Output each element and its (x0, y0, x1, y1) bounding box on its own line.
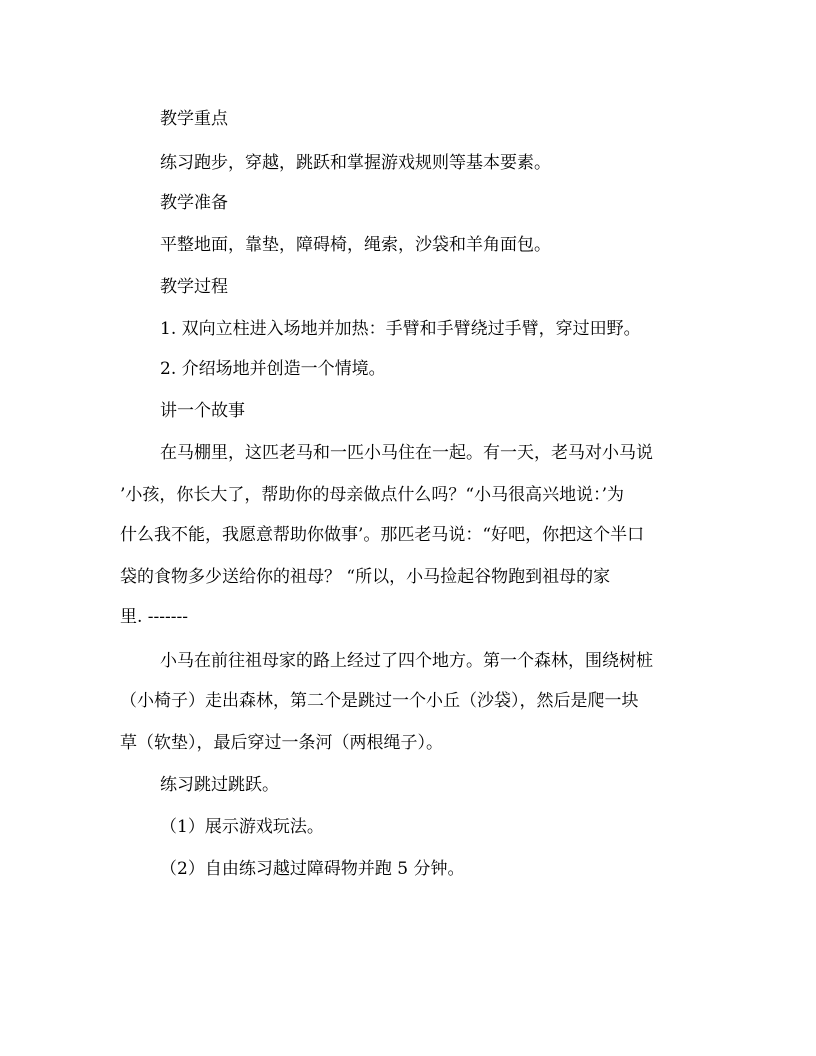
heading-teaching-process: 教学过程 (160, 277, 228, 297)
teaching-focus-text: 练习跑步，穿越，跳跃和掌握游戏规则等基本要素。 (160, 153, 551, 173)
story-paragraph-line: 在马棚里，这匹老马和一匹小马住在一起。有一天，老马对小马说 (160, 443, 653, 463)
heading-teaching-preparation: 教学准备 (160, 193, 228, 213)
journey-paragraph-line: 草（软垫），最后穿过一条河（两根绳子）。 (120, 733, 443, 753)
practice-item-1: （1）展示游戏玩法。 (160, 817, 324, 837)
process-step-1: 1. 双向立柱进入场地并加热：手臂和手臂绕过手臂，穿过田野。 (160, 319, 641, 339)
teaching-preparation-text: 平整地面，靠垫，障碍椅，绳索，沙袋和羊角面包。 (160, 235, 551, 255)
practice-item-2: （2）自由练习越过障碍物并跑 5 分钟。 (160, 859, 465, 879)
journey-paragraph-line: 小马在前往祖母家的路上经过了四个地方。第一个森林，围绕树桩 (160, 651, 653, 671)
story-paragraph-line: ’小孩，你长大了，帮助你的母亲做点什么吗？“小马很高兴地说：’为 (120, 485, 624, 505)
process-step-2: 2. 介绍场地并创造一个情境。 (160, 359, 386, 379)
heading-teaching-focus: 教学重点 (160, 109, 228, 129)
story-paragraph-line: 袋的食物多少送给你的祖母？ “所以，小马捡起谷物跑到祖母的家 (120, 567, 611, 587)
story-paragraph-line: 什么我不能，我愿意帮助你做事’。那匹老马说：“好吧，你把这个半口 (120, 525, 645, 545)
story-heading: 讲一个故事 (160, 401, 245, 421)
journey-paragraph-line: （小椅子）走出森林，第二个是跳过一个小丘（沙袋），然后是爬一块 (120, 691, 639, 711)
practice-heading: 练习跳过跳跃。 (160, 775, 279, 795)
story-paragraph-line: 里. ------- (120, 607, 189, 627)
